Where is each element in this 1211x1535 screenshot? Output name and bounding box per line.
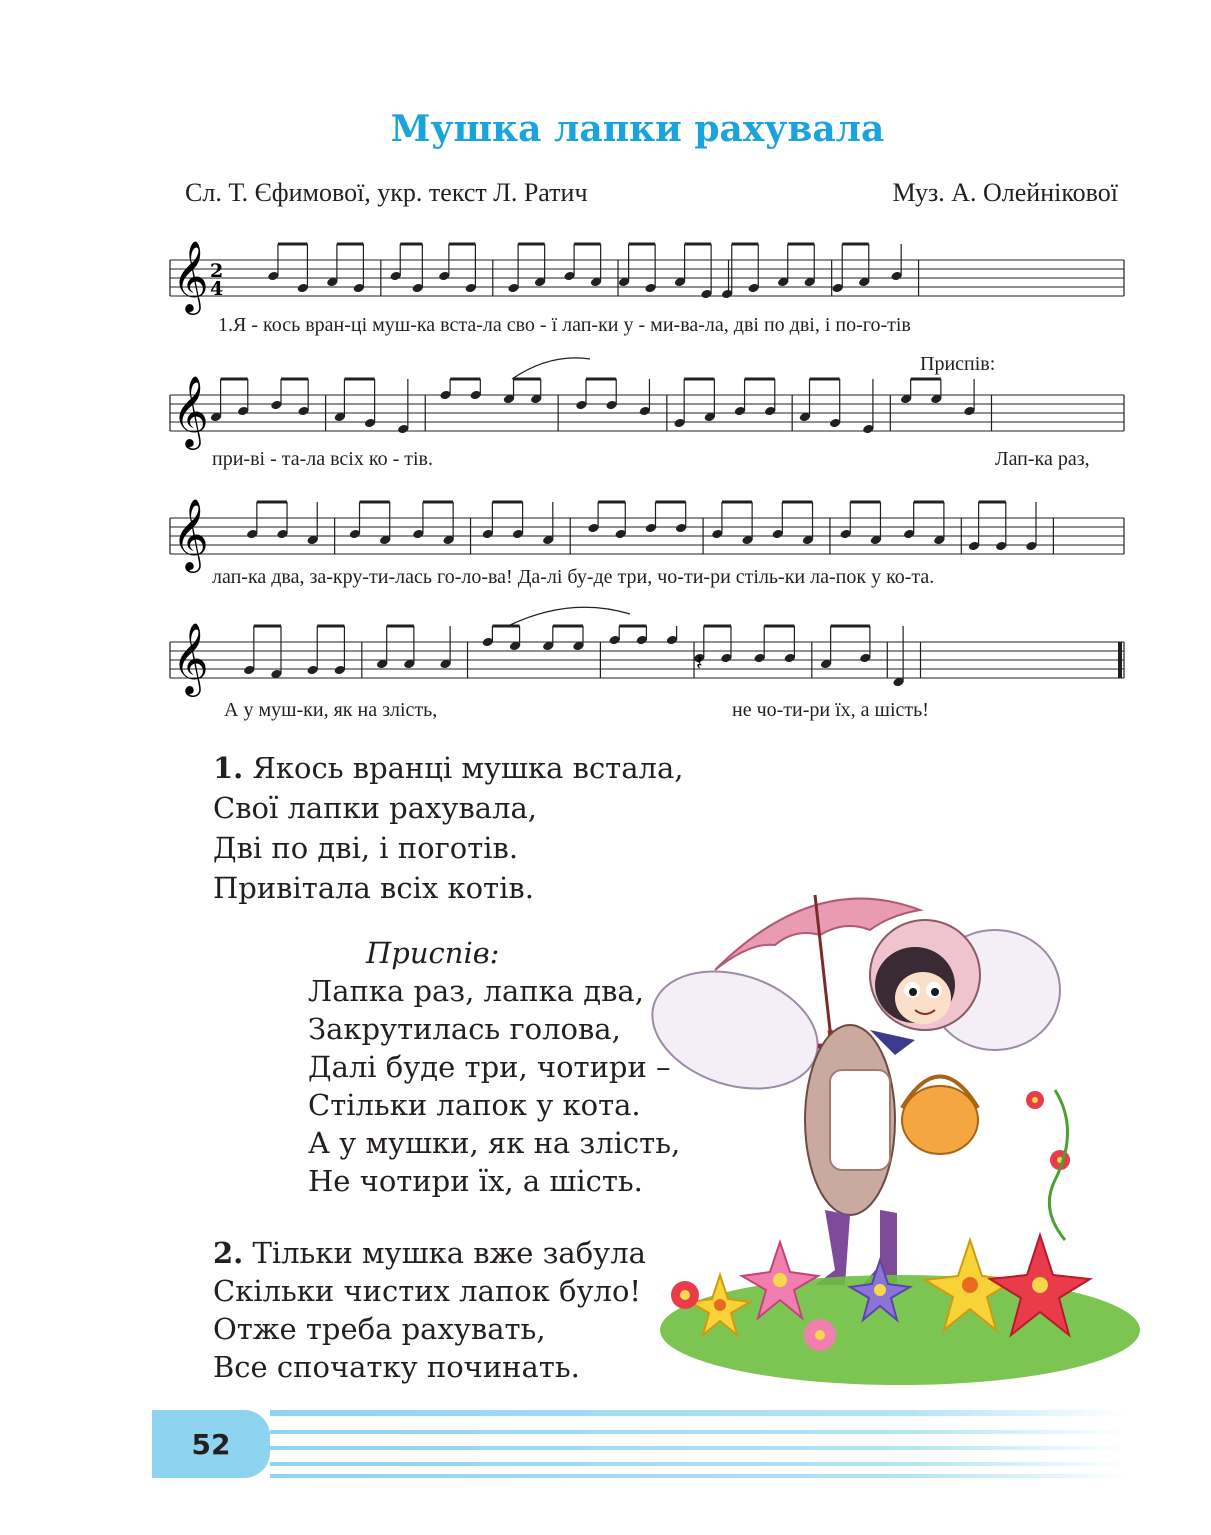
verse-1-line-3: Дві по дві, і поготів.: [213, 831, 519, 865]
staff-2: [170, 374, 1124, 447]
staff-3: [170, 497, 1124, 570]
lyrics-system-3: лап-ка два, за-кру-ти-лась го-ло-ва! Да-лі бу-де три, чо-ти-ри стіль-ки ла-пок у ко-та.: [212, 566, 935, 588]
verse-2-line-2: Скільки чистих лапок було!: [213, 1274, 642, 1308]
score-system-2: [170, 353, 1124, 485]
red-flower-icon: [1026, 1091, 1044, 1109]
lyrics-system-4-right: не чо-ти-ри їх, а шість!: [732, 699, 929, 721]
verse-2-line-4: Все спочатку починать.: [213, 1350, 580, 1384]
verse-2-line-1: 2. Тільки мушка вже забула: [213, 1236, 646, 1270]
chorus-label: Приспів:: [366, 936, 500, 970]
staff-4: [170, 621, 1124, 694]
lyrics-credit: Сл. Т. Єфимової, укр. текст Л. Ратич: [185, 178, 588, 207]
pink-flower-icon: [804, 1319, 836, 1351]
treble-clef-icon: 𝄞: [172, 621, 209, 694]
score-system-3: [170, 497, 1124, 598]
chorus-line-4: Стільки лапок у кота.: [308, 1088, 641, 1122]
verse-1-line-2: Свої лапки рахувала,: [213, 791, 537, 825]
chorus-line-6: Не чотири їх, а шість.: [308, 1164, 643, 1198]
lyrics-system-1: 1.Я - кось вран-ці муш-ка вста-ла сво - ї лап-ки у - ми-ва-ла, дві по дві, і по-го-тів: [218, 314, 911, 336]
slur: [512, 358, 590, 379]
page-footer: [152, 1410, 1127, 1478]
verse-1: [213, 748, 683, 908]
chorus-line-3: Далі буде три, чотири –: [308, 1050, 671, 1084]
verse-number: 2.: [213, 1236, 244, 1270]
verse-1-line-1: 1. Якось вранці мушка встала,: [213, 751, 684, 785]
verse-2-line-3: Отже треба рахувать,: [213, 1312, 546, 1346]
page-number: 52: [152, 1410, 270, 1478]
slur: [508, 607, 630, 626]
apron: [830, 1070, 890, 1170]
time-signature-top: 2: [210, 260, 224, 282]
song-title: Мушка лапки рахувала: [390, 108, 885, 150]
chorus: [308, 934, 680, 1200]
rest-icon: 𝄽: [696, 651, 703, 676]
score-system-4: [170, 621, 1124, 727]
notes-system-1: [267, 244, 1124, 299]
staff-1: [170, 239, 1124, 312]
footer-lines: [270, 1410, 1127, 1478]
chorus-marker: Приспів:: [920, 353, 996, 375]
lyrics-system-4-left: А у муш-ки, як на злість,: [224, 699, 438, 721]
red-flower-icon: [671, 1281, 699, 1309]
verse-number: 1.: [213, 751, 244, 785]
left-wing: [640, 951, 833, 1108]
fly-illustration: [640, 880, 1140, 1390]
verse-1-line-4: Привітала всіх котів.: [213, 871, 534, 905]
chorus-line-1: Лапка раз, лапка два,: [308, 974, 644, 1008]
verse-2: [213, 1234, 646, 1386]
music-credit: Муз. А. Олейнікової: [892, 178, 1118, 207]
lyrics-system-2-left: при-ві - та-ла всіх ко - тів.: [212, 448, 433, 470]
basket-icon: [902, 1086, 978, 1154]
treble-clef-icon: 𝄞: [172, 374, 209, 447]
score-system-1: [170, 239, 1124, 340]
chorus-line-2: Закрутилась голова,: [308, 1012, 621, 1046]
flower-bed: [660, 1090, 1140, 1385]
boot-left: [815, 1210, 850, 1285]
treble-clef-icon: 𝄞: [172, 497, 209, 570]
notes-system-3: [246, 502, 1124, 554]
time-signature-bottom: 4: [210, 278, 224, 300]
chorus-line-5: А у мушки, як на злість,: [308, 1126, 681, 1160]
notes-system-2: [210, 379, 1124, 434]
lyrics-system-2-right: Лап-ка раз,: [995, 448, 1090, 470]
treble-clef-icon: 𝄞: [172, 239, 209, 312]
